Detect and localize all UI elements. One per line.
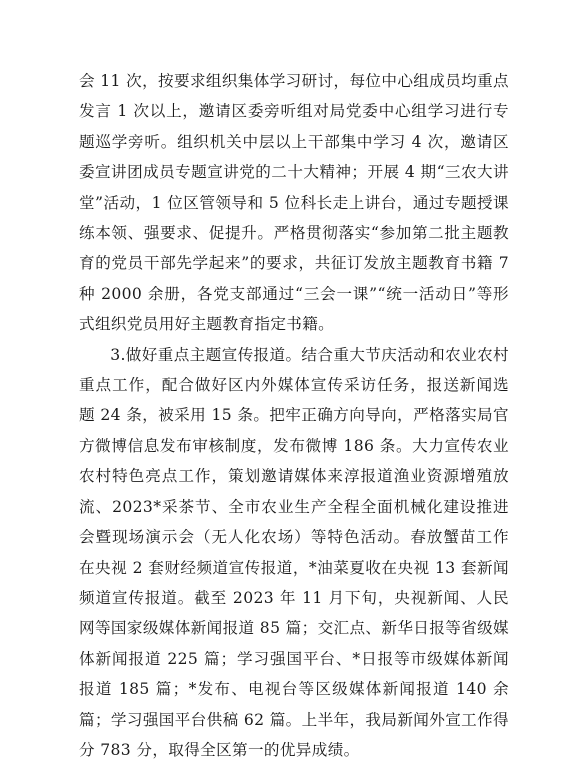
paragraph-publicity-reporting: 3.做好重点主题宣传报道。结合重大节庆活动和农业农村重点工作，配合做好区内外媒体宣传采访任务，报送新闻选题 24 条，被采用 15 条。把牢正确方向导向，严格落实局官方微博信息发布审核制度，发布微博 186 条。大力宣传农业农村特色亮点工作，策划邀请媒体来淳报道渔业资源增殖放流、2023*采茶节、全市农业生产全程全面机械化建设推进会暨现场演示会（无人化农场）等特色活动。春放蟹苗工作在央视 2 套财经频道宣传报道，*油菜夏收在央视 13 套新闻频道宣传报道。截至 2023 年 11 月下旬，央视新闻、人民网等国家级媒体新闻报道 85 篇；交汇点、新华日报等省级媒体新闻报道 225 篇；学习强国平台、*日报等市级媒体新闻报道 185 篇；*发布、电视台等区级媒体新闻报道 140 余篇；学习强国平台供稿 62 篇。上半年，我局新闻外宣工作得分 783 分，取得全区第一的优异成绩。: [79, 345, 509, 759]
paragraph-study-sessions: 会 11 次，按要求组织集体学习研讨，每位中心组成员均重点发言 1 次以上，邀请区委旁听组对局党委中心组学习进行专题巡学旁听。组织机关中层以上干部集中学习 4 次，邀请区委宣讲团成员专题宣讲党的二十大精神；开展 4 期“三农大讲堂”活动，1 位区管领导和 5 位科长走上讲台，通过专题授课练本领、强要求、促提升。严格贯彻落实“参加第二批主题教育的党员干部先学起来”的要求，共征订发放主题教育书籍 7 种 2000 余册，各党支部通过“三会一课”“统一活动日”等形式组织党员用好主题教育指定书籍。: [79, 72, 509, 334]
document-page: [79, 66, 509, 765]
